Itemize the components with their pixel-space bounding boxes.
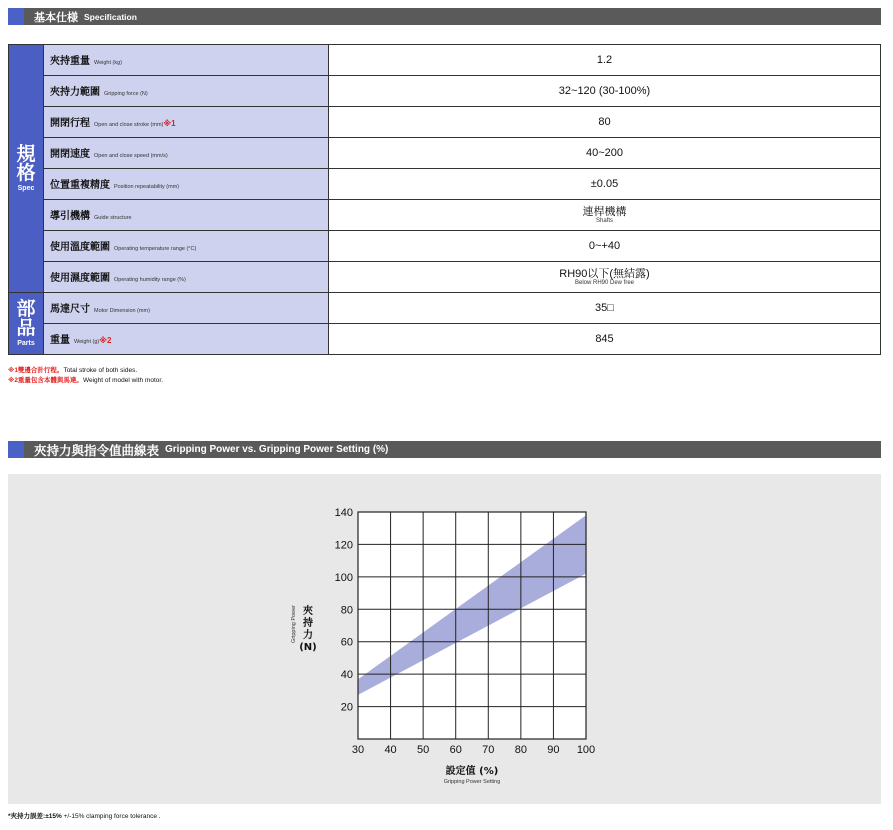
spec-group-spec: 規 格 Spec [9, 45, 44, 293]
note-1: ※1雙邊合計行程。Total stroke of both sides. [8, 367, 138, 374]
x-tick-label: 30 [351, 744, 365, 756]
spec-value: 1.2 [329, 45, 881, 76]
chart-panel [8, 474, 881, 804]
x-axis-label: 設定值 (%) [445, 766, 499, 777]
spec-label: 開閉速度 Open and close speed (mm/s) [44, 138, 329, 169]
spec-value: 40~200 [329, 138, 881, 169]
spec-row [9, 324, 881, 355]
spec-group-parts: 部 品 Parts [9, 293, 44, 355]
spec-label: 使用濕度範圍 Operating humidity range (%) [44, 262, 329, 293]
y-tick-label: 20 [340, 701, 353, 714]
spec-row [9, 200, 881, 231]
spec-title-en: Specification [84, 11, 137, 22]
y-tick-label: 60 [340, 636, 353, 649]
spec-label: 開閉行程 Open and close stroke (mm)※1 [44, 107, 329, 138]
spec-label: 夾持力範圍 Gripping force (N) [44, 76, 329, 107]
spec-notes [8, 366, 163, 386]
spec-row [9, 138, 881, 169]
spec-label: 位置重複精度 Position repeatability (mm) [44, 169, 329, 200]
x-tick-label: 60 [449, 744, 462, 756]
x-tick-label: 90 [547, 744, 560, 756]
note-2: ※2重量包含本體與馬達。Weight of model with motor. [8, 377, 164, 384]
chart-svg [8, 474, 881, 804]
y-tick-label: 140 [334, 507, 353, 519]
section-accent [8, 441, 24, 458]
footnote-text: +/-15% clamping force tolerance . [63, 813, 161, 820]
spec-section-header [8, 8, 881, 25]
spec-label: 重量 Weight (g)※2 [44, 324, 329, 355]
spec-row [9, 107, 881, 138]
spec-value: 80 [329, 107, 881, 138]
x-tick-label: 50 [417, 744, 430, 756]
x-tick-label: 80 [514, 744, 527, 756]
spec-value: 0~+40 [329, 231, 881, 262]
spec-label: 夾持重量 Weight (kg) [44, 45, 329, 76]
spec-row [9, 45, 881, 76]
spec-value: 連桿機構 Shafts [329, 200, 881, 231]
chart-title-zh: 夾持力與指令值曲線表 [34, 443, 160, 458]
spec-row [9, 76, 881, 107]
chart-title-en: Gripping Power vs. Gripping Power Setting (%) [165, 444, 389, 455]
spec-label: 馬達尺寸 Motor Dimension (mm) [44, 293, 329, 324]
spec-label: 導引機構 Guide structure [44, 200, 329, 231]
spec-value: ±0.05 [329, 169, 881, 200]
spec-row [9, 293, 881, 324]
y-tick-label: 100 [334, 571, 353, 584]
spec-value: 845 [329, 324, 881, 355]
x-tick-label: 70 [482, 744, 495, 756]
x-tick-label: 40 [384, 744, 397, 756]
y-axis-label: 夾持力(N) [299, 606, 317, 653]
spec-row [9, 231, 881, 262]
y-tick-label: 80 [340, 604, 353, 617]
spec-value: 35□ [329, 293, 881, 324]
spec-row [9, 262, 881, 293]
spec-label: 使用溫度範圍 Operating temperature range (°C) [44, 231, 329, 262]
spec-table [8, 44, 881, 355]
section-accent [8, 8, 24, 25]
x-axis-label-en: Gripping Power Setting [443, 779, 501, 785]
footnote [8, 811, 161, 820]
spec-title-zh: 基本仕様 [34, 11, 78, 24]
x-tick-label: 100 [576, 744, 596, 756]
spec-row [9, 169, 881, 200]
y-tick-label: 120 [334, 539, 353, 552]
chart-section-header [8, 441, 881, 458]
spec-value: 32~120 (30-100%) [329, 76, 881, 107]
y-axis-label-en: Gripping Power [291, 605, 297, 643]
footnote-bold: *夾持力誤差:±15% [8, 813, 62, 820]
spec-value: RH90以下(無結露) Below RH90 Dew free [329, 262, 881, 293]
y-tick-label: 40 [340, 669, 353, 682]
